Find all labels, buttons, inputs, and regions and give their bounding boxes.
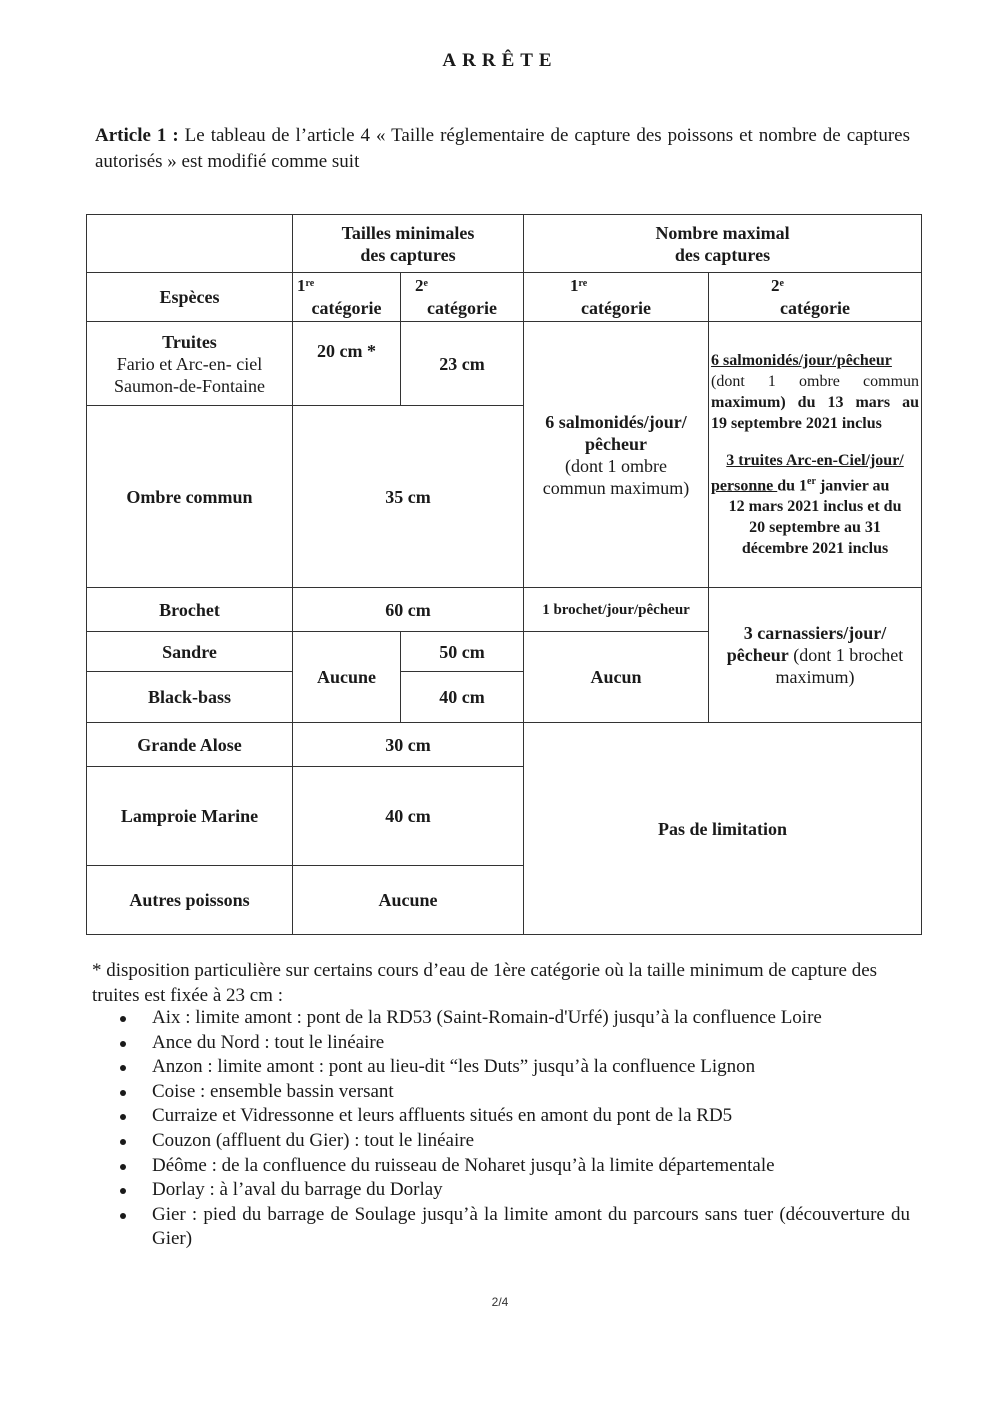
- list-item: [120, 1006, 910, 1031]
- salmo-cat2-line6sup: er: [807, 475, 816, 487]
- river-text: Couzon (affluent du Gier) : tout le linéaire: [152, 1129, 475, 1151]
- river-text: Gier : pied du barrage de Soulage jusqu’à la limite amont du parcours sans tuer (découverture du Gier): [152, 1203, 910, 1250]
- river-text: Curraize et Vidressonne et leurs affluents situés en amont du pont de la RD5: [152, 1105, 733, 1127]
- carn-line2a: pêcheur: [726, 645, 789, 665]
- regulation-table: [86, 214, 922, 935]
- blackbass-min: 40 cm: [401, 672, 524, 723]
- bullet-icon: [120, 1065, 126, 1071]
- header-max-line1: Nombre maximal: [655, 222, 790, 243]
- salmo-cat2-line6c: janvier au: [815, 477, 890, 495]
- brochet-cat1: 1 brochet/jour/pêcheur: [524, 588, 709, 632]
- species-alose: Grande Alose: [87, 723, 293, 767]
- salmo-cat1-line4: commun maximum): [542, 477, 690, 498]
- alose-min: 30 cm: [293, 723, 524, 767]
- list-item: [120, 1178, 910, 1203]
- table-row-alose: [87, 723, 922, 767]
- list-item: [120, 1154, 910, 1179]
- header-max-line2: des captures: [674, 244, 771, 265]
- cat-num: 2: [415, 276, 424, 295]
- carnivore-min-cat1: Aucune: [293, 632, 401, 723]
- bullet-icon: [120, 1164, 126, 1170]
- river-text: Aix : limite amont : pont de la RD53 (Saint-Romain-d'Urfé) jusqu’à la confluence Loire: [152, 1007, 822, 1028]
- bullet-icon: [120, 1139, 126, 1145]
- brochet-min: 60 cm: [293, 588, 524, 632]
- river-text: Anzon : limite amont : pont au lieu-dit “les Duts” jusqu’à la confluence Lignon: [152, 1056, 756, 1078]
- table-header-row: [87, 215, 922, 273]
- salmo-cat1-line2: pêcheur: [585, 433, 648, 454]
- salmo-cat2-line1: 6 salmonidés/jour/pêcheur: [711, 351, 892, 369]
- bullet-icon: [120, 1090, 126, 1096]
- page-number: 2/4: [491, 1295, 509, 1309]
- salmo-cat2-line6: [711, 471, 919, 496]
- document-title: ARRÊTE: [442, 50, 558, 71]
- species-ombre: Ombre commun: [87, 406, 293, 588]
- truites-title: Truites: [162, 331, 217, 352]
- salmo-cat2-line4: 19 septembre 2021 inclus: [711, 414, 882, 432]
- article-paragraph: [95, 123, 910, 175]
- list-item: [120, 1080, 910, 1105]
- max-cat2-header: [709, 273, 922, 322]
- article-text: Le tableau de l’article 4 « Taille réglementaire de capture des poissons et nombre de captures autorisés » est modifié comme suit: [95, 125, 910, 172]
- cat-num: 1: [297, 276, 306, 295]
- species-lamproie: Lamproie Marine: [87, 767, 293, 866]
- list-item: [120, 1031, 910, 1056]
- truites-min-cat2: 23 cm: [401, 322, 524, 406]
- min-cat2-header: [401, 273, 524, 322]
- salmo-cat2-line3: maximum) du 13 mars au: [711, 393, 920, 411]
- river-text: Dorlay : à l’aval du barrage du Dorlay: [152, 1179, 443, 1201]
- salmo-cat1-line1: 6 salmonidés/jour/: [545, 411, 687, 432]
- carn-line3: maximum): [775, 667, 855, 687]
- salmonids-cat2: [709, 322, 922, 588]
- species-brochet: Brochet: [87, 588, 293, 632]
- cat-word: catégorie: [311, 298, 382, 318]
- species-autres: Autres poissons: [87, 866, 293, 935]
- river-text: Ance du Nord : tout le linéaire: [152, 1031, 385, 1053]
- salmo-cat2-line6b: du 1: [777, 477, 808, 495]
- max-cat1-header: [524, 273, 709, 322]
- truites-min-cat1: 20 cm *: [293, 322, 401, 406]
- header-min-sizes: [293, 215, 524, 273]
- cat-num: 1: [570, 276, 579, 295]
- carn-line2b: (dont 1 brochet: [788, 645, 904, 665]
- truites-line3: Saumon-de-Fontaine: [114, 375, 265, 396]
- bullet-icon: [120, 1016, 126, 1022]
- truites-line2: Fario et Arc-en- ciel: [116, 353, 263, 374]
- cat-num: 2: [771, 276, 780, 295]
- species-sandre: Sandre: [87, 632, 293, 672]
- species-truites: [87, 322, 293, 406]
- table-category-row: [87, 273, 922, 322]
- carn-line1: 3 carnassiers/jour/: [743, 623, 887, 643]
- table-row-truites: [87, 322, 922, 406]
- ombre-min: 35 cm: [293, 406, 524, 588]
- salmo-cat2-line7: 12 mars 2021 inclus et du: [728, 498, 902, 516]
- cat-sup: e: [779, 278, 784, 289]
- cat-sup: e: [423, 278, 428, 289]
- header-max-captures: [524, 215, 922, 273]
- salmo-cat1-line3: (dont 1 ombre: [565, 455, 667, 476]
- bullet-icon: [120, 1041, 126, 1047]
- carnivore-cat1: Aucun: [524, 632, 709, 723]
- salmonids-cat1: [524, 322, 709, 588]
- min-cat1-header: [293, 273, 401, 322]
- lamproie-min: 40 cm: [293, 767, 524, 866]
- header-min-line1: Tailles minimales: [341, 222, 475, 243]
- list-item: [120, 1203, 910, 1252]
- header-min-line2: des captures: [360, 244, 456, 265]
- autres-min: Aucune: [293, 866, 524, 935]
- river-text: Coise : ensemble bassin versant: [152, 1080, 394, 1102]
- carn-line2: [712, 644, 918, 666]
- river-text: Déôme : de la confluence du ruisseau de Noharet jusqu’à la limite départementale: [152, 1154, 775, 1176]
- footnote: * disposition particulière sur certains cours d’eau de 1ère catégorie où la taille minimum de capture des truites est fixée à 23 cm :: [92, 960, 878, 1006]
- pas-limitation: Pas de limitation: [524, 723, 922, 935]
- header-empty-cell: [87, 215, 293, 273]
- species-blackbass: Black-bass: [87, 672, 293, 723]
- salmo-cat2-line5: 3 truites Arc-en-Ciel/jour/: [726, 451, 904, 469]
- salmo-cat2-line6a: personne: [711, 477, 778, 495]
- cat-word: catégorie: [780, 298, 850, 318]
- salmo-cat2-line9: décembre 2021 inclus: [741, 540, 889, 558]
- bullet-icon: [120, 1213, 126, 1219]
- list-item: [120, 1129, 910, 1154]
- sandre-min: 50 cm: [401, 632, 524, 672]
- carnassiers-cat2: [709, 588, 922, 723]
- bullet-icon: [120, 1114, 126, 1120]
- article-label: Article 1 :: [95, 125, 179, 146]
- table-row-brochet: [87, 588, 922, 632]
- cat-sup: re: [578, 278, 588, 289]
- salmo-cat2-line2: (dont 1 ombre commun: [711, 372, 920, 390]
- species-header: Espèces: [87, 273, 293, 322]
- cat-word: catégorie: [427, 298, 497, 318]
- cat-sup: re: [305, 278, 315, 289]
- salmo-cat2-line8: 20 septembre au 31: [749, 519, 881, 537]
- list-item: [120, 1055, 910, 1080]
- cat-word: catégorie: [581, 298, 651, 318]
- rivers-list: [120, 1006, 910, 1252]
- bullet-icon: [120, 1188, 126, 1194]
- list-item: [120, 1104, 910, 1129]
